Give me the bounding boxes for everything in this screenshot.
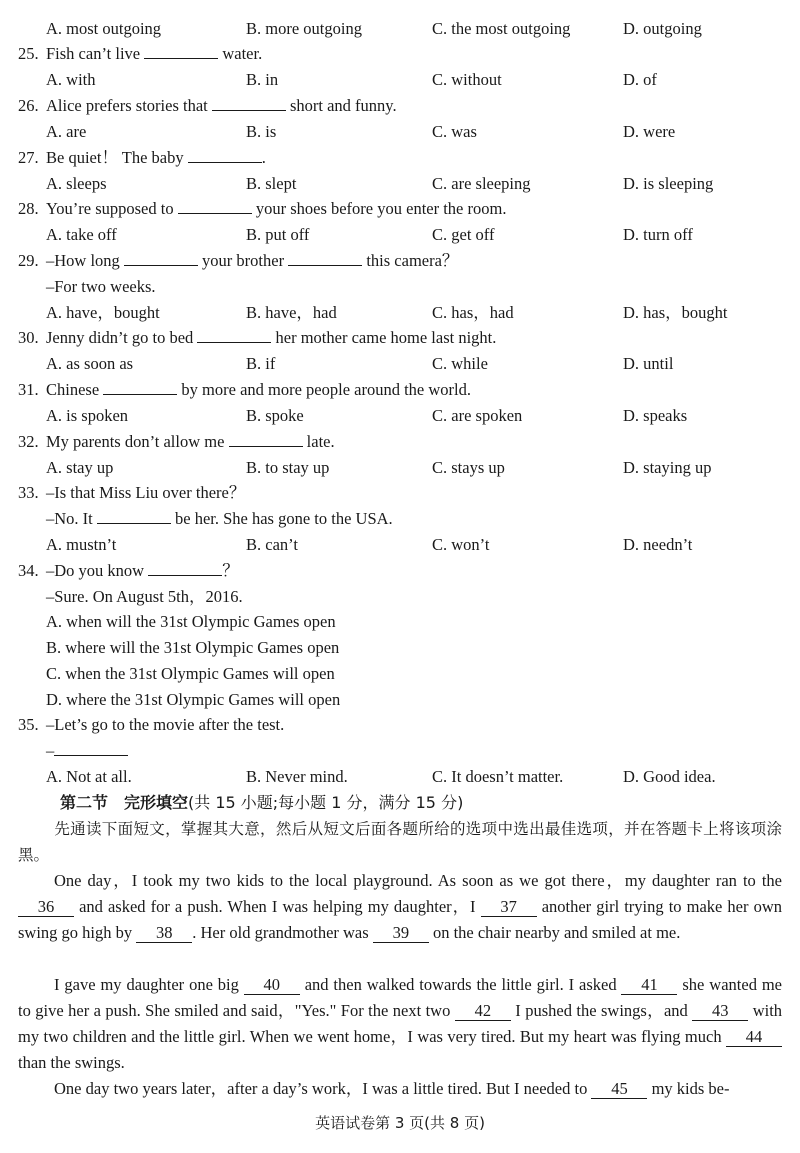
- passage-paragraph-2: I gave my daughter one big 40 and then walked towards the little girl. I asked 41 she wanted me to give her a push. She smiled and said，"Yes." For the next two 42 I pushed the swings，and 43 with my two children and the little girl. When we went home，I was very tired. But my heart was flying much 44 than the swings.: [18, 975, 783, 1072]
- q24-option-d: D. outgoing: [623, 19, 702, 38]
- question-number: 25.: [18, 44, 39, 63]
- section2-instructions: 先通读下面短文，掌握其大意，然后从短文后面各题所给的选项中选出最佳选项，并在答题卡上将该项涂黑。: [18, 820, 782, 864]
- cloze-blank-42: 42: [455, 1002, 511, 1021]
- q34-option-c: C. when the 31st Olympic Games will open: [46, 664, 335, 683]
- q31-stem: [0, 377, 800, 403]
- cloze-blank-37: 37: [481, 898, 537, 917]
- answer-blank: [229, 432, 303, 447]
- q28-options: [0, 222, 800, 248]
- answer-blank: [178, 199, 252, 214]
- q29-options: [0, 300, 800, 326]
- question-text: –How long your brother this camera？: [46, 251, 459, 270]
- q26-option-d: D. were: [623, 122, 676, 141]
- answer-blank: [148, 561, 222, 576]
- q30-option-c: C. while: [432, 354, 488, 373]
- q34-reply: [0, 584, 800, 610]
- q24-option-b: B. more outgoing: [246, 19, 362, 38]
- q28-option-a: A. take off: [46, 225, 117, 244]
- page-footer: 英语试卷第 3 页(共 8 页): [315, 1114, 485, 1132]
- question-number: 29.: [18, 251, 39, 270]
- question-text: My parents don’t allow me late.: [46, 432, 335, 451]
- q30-option-b: B. if: [246, 354, 276, 373]
- question-text: Be quiet！ The baby .: [46, 148, 266, 167]
- section-title: 第二节 完形填空(共 15 小题;每小题 1 分，满分 15 分): [60, 793, 464, 812]
- q24-options: [0, 16, 800, 42]
- cloze-blank-39: 39: [373, 924, 429, 943]
- cloze-blank-44: 44: [726, 1028, 782, 1047]
- q26-option-c: C. was: [432, 122, 477, 141]
- question-number: 28.: [18, 199, 39, 218]
- q35-reply: [0, 738, 800, 764]
- q25-options: [0, 67, 800, 93]
- q35-option-d: D. Good idea.: [623, 767, 716, 786]
- q34-option-a-row: [0, 609, 800, 635]
- q31-option-a: A. is spoken: [46, 406, 129, 425]
- answer-blank: [124, 251, 198, 266]
- question-text: –Let’s go to the movie after the test.: [46, 715, 285, 734]
- passage-paragraph-1: One day，I took my two kids to the local playground. As soon as we got there，my daughter ran to the 36 and asked for a push. When I was helping my daughter，I 37 another girl trying to make her own swing go high by 38 . Her old grandmother was 39 on the chair nearby and smiled at me.: [18, 871, 782, 942]
- q27-option-b: B. slept: [246, 174, 297, 193]
- q34-option-c-row: [0, 661, 800, 687]
- dialogue-line: –No. It be her. She has gone to the USA.: [46, 509, 393, 528]
- q34-stem: [0, 558, 800, 584]
- answer-blank: [188, 148, 262, 163]
- question-text: Fish can’t live water.: [46, 44, 263, 63]
- q33-option-c: C. won’t: [432, 535, 490, 554]
- q33-options: [0, 532, 800, 558]
- q30-options: [0, 351, 800, 377]
- question-number: 32.: [18, 432, 39, 451]
- q34-option-b-row: [0, 635, 800, 661]
- q29-reply: [0, 274, 800, 300]
- cloze-blank-43: 43: [692, 1002, 748, 1021]
- question-number: 30.: [18, 328, 39, 347]
- q31-options: [0, 403, 800, 429]
- cloze-blank-45: 45: [591, 1080, 647, 1099]
- q30-option-a: A. as soon as: [46, 354, 134, 373]
- question-number: 26.: [18, 96, 39, 115]
- q27-option-c: C. are sleeping: [432, 174, 531, 193]
- q33-reply: [0, 506, 800, 532]
- q27-option-a: A. sleeps: [46, 174, 107, 193]
- q29-option-d: D. has，bought: [623, 303, 728, 322]
- q32-option-d: D. staying up: [623, 458, 712, 477]
- q25-option-c: C. without: [432, 70, 502, 89]
- question-text: –Do you know ？: [46, 561, 239, 580]
- q33-option-a: A. mustn’t: [46, 535, 117, 554]
- q24-option-c: C. the most outgoing: [432, 19, 571, 38]
- q25-option-a: A. with: [46, 70, 96, 89]
- q25-option-d: D. of: [623, 70, 657, 89]
- q33-option-b: B. can’t: [246, 535, 298, 554]
- q29-stem: [0, 248, 800, 274]
- q28-option-c: C. get off: [432, 225, 495, 244]
- q29-option-b: B. have，had: [246, 303, 337, 322]
- answer-blank: [212, 96, 286, 111]
- cloze-blank-41: 41: [621, 976, 677, 995]
- q32-option-b: B. to stay up: [246, 458, 330, 477]
- answer-blank: [97, 509, 171, 524]
- question-number: 27.: [18, 148, 39, 167]
- answer-blank: [144, 44, 218, 59]
- q26-options: [0, 119, 800, 145]
- q31-option-d: D. speaks: [623, 406, 688, 425]
- q31-option-c: C. are spoken: [432, 406, 523, 425]
- q29-option-a: A. have，bought: [46, 303, 160, 322]
- q35-stem: [0, 712, 800, 738]
- q34-option-a: A. when will the 31st Olympic Games open: [46, 612, 336, 631]
- q28-option-b: B. put off: [246, 225, 310, 244]
- answer-blank: [288, 251, 362, 266]
- question-text: You’re supposed to your shoes before you enter the room.: [46, 199, 507, 218]
- q28-stem: [0, 196, 800, 222]
- question-number: 35.: [18, 715, 39, 734]
- q30-option-d: D. until: [623, 354, 674, 373]
- q32-option-c: C. stays up: [432, 458, 505, 477]
- q35-options: [0, 764, 800, 790]
- q25-option-b: B. in: [246, 70, 279, 89]
- cloze-blank-38: 38: [136, 924, 192, 943]
- question-text: Chinese by more and more people around the world.: [46, 380, 472, 399]
- q25-stem: [0, 41, 800, 67]
- q26-option-b: B. is: [246, 122, 277, 141]
- q32-option-a: A. stay up: [46, 458, 114, 477]
- q33-stem: [0, 480, 800, 506]
- dialogue-line: –For two weeks.: [46, 277, 156, 296]
- answer-blank: [54, 741, 128, 756]
- question-number: 31.: [18, 380, 39, 399]
- q27-option-d: D. is sleeping: [623, 174, 714, 193]
- q34-option-d: D. where the 31st Olympic Games will open: [46, 690, 341, 709]
- answer-blank: [103, 380, 177, 395]
- dialogue-line: –: [46, 738, 128, 764]
- question-number: 33.: [18, 483, 39, 502]
- q35-option-b: B. Never mind.: [246, 767, 348, 786]
- cloze-blank-36: 36: [18, 898, 74, 917]
- q27-options: [0, 171, 800, 197]
- question-text: Alice prefers stories that short and funny.: [46, 96, 397, 115]
- q32-options: [0, 455, 800, 481]
- q26-stem: [0, 93, 800, 119]
- q31-option-b: B. spoke: [246, 406, 304, 425]
- q32-stem: [0, 429, 800, 455]
- q33-option-d: D. needn’t: [623, 535, 693, 554]
- question-text: –Is that Miss Liu over there？: [46, 483, 246, 502]
- question-number: 34.: [18, 561, 39, 580]
- q27-stem: [0, 145, 800, 171]
- passage-paragraph-3: One day two years later，after a day’s work，I was a little tired. But I needed to 45 my kids be-: [54, 1079, 730, 1098]
- q35-option-c: C. It doesn’t matter.: [432, 767, 564, 786]
- q28-option-d: D. turn off: [623, 225, 693, 244]
- q29-option-c: C. has，had: [432, 303, 514, 322]
- q24-option-a: A. most outgoing: [46, 19, 162, 38]
- q34-option-d-row: [0, 687, 800, 713]
- q35-option-a: A. Not at all.: [46, 767, 132, 786]
- q30-stem: [0, 325, 800, 351]
- dialogue-line: –Sure. On August 5th，2016.: [46, 587, 243, 606]
- section2-heading: [0, 790, 800, 816]
- question-text: Jenny didn’t go to bed her mother came home last night.: [46, 328, 497, 347]
- answer-blank: [197, 328, 271, 343]
- q26-option-a: A. are: [46, 122, 87, 141]
- q34-option-b: B. where will the 31st Olympic Games open: [46, 638, 340, 657]
- cloze-blank-40: 40: [244, 976, 300, 995]
